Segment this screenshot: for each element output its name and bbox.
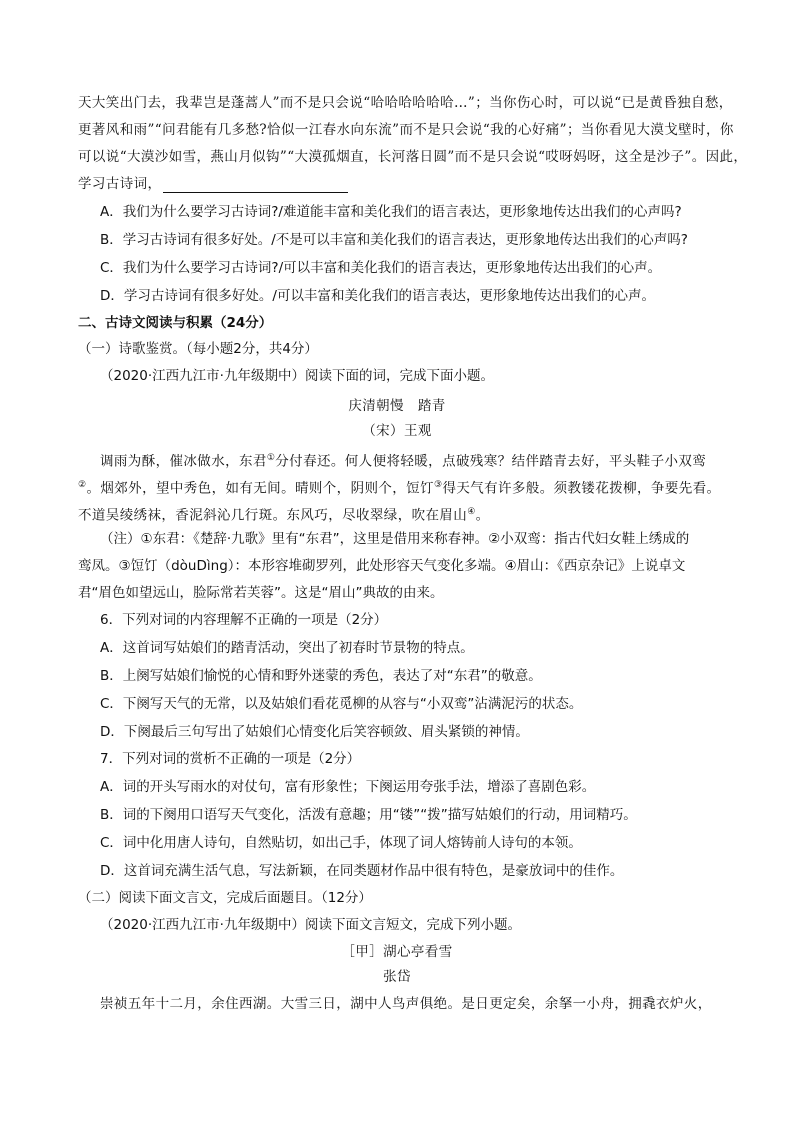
q5-option-d: D．学习古诗词有很多好处。/可以丰富和美化我们的语言表达，更形象地传达出我们的心声。	[100, 288, 655, 304]
poem-text: 调雨为酥，催冰做水，东君	[100, 453, 267, 470]
footnote-marker: ④	[467, 507, 476, 517]
q6-option-c: C．下阕写天气的无常，以及姑娘们看花觅柳的从容与“小双鸾”沾满泥污的状态。	[100, 696, 583, 712]
source-line: （2020·江西九江市·九年级期中）阅读下面文言短文，完成下列小题。	[100, 917, 521, 933]
footnote-marker: ②	[78, 480, 87, 490]
q6-stem: 6．下列对词的内容理解不正确的一项是（2分）	[100, 612, 388, 628]
poem-text: 不道吴绫绣袜，香泥斜沁几行斑。东风巧，尽收翠绿，吹在眉山	[78, 507, 468, 524]
footnote-marker: ①	[266, 453, 276, 463]
poem-line	[78, 503, 490, 525]
poem-text: 得天气有许多般。须教镂花拨柳，争要先看。	[442, 480, 721, 497]
passage-line: 可以说“大漠沙如雪，燕山月似钩”“大漠孤烟直，长河落日圆”而不是只会说“哎呀妈呀，这全是沙子”。因此，	[78, 149, 748, 165]
poem-title: 庆清朝慢 踏青	[348, 398, 446, 414]
q5-option-a: A．我们为什么要学习古诗词?/难道能丰富和美化我们的语言表达，更形象地传达出我们的心声吗?	[100, 204, 682, 220]
poem-text: 。	[475, 507, 490, 524]
subsection-heading: （二）阅读下面文言文，完成后面题目。（12分）	[78, 890, 372, 906]
note-line: 君“眉色如望远山，脸际常若芙蓉”。这是“眉山”典故的由来。	[78, 585, 444, 601]
poem-line	[78, 476, 720, 498]
note-line: 鸾凤。③饾饤（dòuDìng）：本形容堆砌罗列，此处形容天气变化多端。④眉山：《西京杂记》上说卓文	[78, 558, 686, 574]
text-title: ［甲］湖心亭看雪	[341, 944, 453, 960]
poem-line	[100, 449, 706, 471]
footnote-marker: ③	[433, 480, 443, 490]
text-author: 张岱	[383, 969, 411, 985]
answer-blank[interactable]	[163, 178, 348, 193]
passage-line	[78, 175, 348, 193]
q6-option-b: B．上阕写姑娘们愉悦的心情和野外迷蒙的秀色，表达了对“东君”的敬意。	[100, 668, 542, 684]
note-line: （注）①东君：《楚辞·九歌》里有“东君”，这里是借用来称春神。②小双鸾：指古代妇女鞋上绣成的	[100, 531, 690, 547]
q6-option-a: A．这首词写姑娘们的踏青活动，突出了初春时节景物的特点。	[100, 640, 474, 656]
q7-option-d: D．这首词充满生活气息，写法新颖，在同类题材作品中很有特色，是豪放词中的佳作。	[100, 863, 624, 879]
text-line: 崇祯五年十二月，余住西湖。大雪三日，湖中人鸟声俱绝。是日更定矣，余拏一小舟，拥毳衣炉火，	[100, 996, 712, 1012]
q7-option-b: B．词的下阕用口语写天气变化，活泼有意趣；用“镂”“拨”描写姑娘们的行动，用词精巧。	[100, 807, 637, 823]
q7-stem: 7．下列对词的赏析不正确的一项是（2分）	[100, 751, 361, 767]
q5-option-c: C．我们为什么要学习古诗词?/可以丰富和美化我们的语言表达，更形象地传达出我们的心声。	[100, 260, 662, 276]
passage-line-text: 学习古诗词，	[78, 176, 162, 192]
passage-line: 更著风和雨”“问君能有几多愁?恰似一江春水向东流”而不是只会说“我的心好痛”；当你看见大漠戈壁时，你	[78, 122, 734, 138]
q6-option-d: D．下阕最后三句写出了姑娘们心情变化后笑容顿敛、眉头紧锁的神情。	[100, 724, 529, 740]
poem-text: 分付春还。何人便将轻暖，点破残寒？结伴踏青去好，平头鞋子小双鸾	[275, 453, 707, 470]
subsection-heading: （一）诗歌鉴赏。（每小题2分，共4分）	[78, 341, 318, 357]
poem-author: （宋）王观	[362, 423, 432, 439]
q7-option-c: C．词中化用唐人诗句，自然贴切，如出己手，体现了词人熔铸前人诗句的本领。	[100, 835, 582, 851]
poem-text: 。烟郊外，望中秀色，如有无间。晴则个，阴则个，饾饤	[86, 480, 434, 497]
q7-option-a: A．词的开头写雨水的对仗句，富有形象性；下阕运用夸张手法，增添了喜剧色彩。	[100, 779, 596, 795]
section-heading: 二、古诗文阅读与积累（24分）	[78, 315, 273, 331]
source-line: （2020·江西九江市·九年级期中）阅读下面的词，完成下面小题。	[100, 368, 494, 384]
q5-option-b: B．学习古诗词有很多好处。/不是可以丰富和美化我们的语言表达，更形象地传达出我们的心声吗?	[100, 232, 688, 248]
passage-line: 天大笑出门去，我辈岂是蓬蒿人”而不是只会说“哈哈哈哈哈哈…”；当你伤心时，可以说“已是黄昏独自愁，	[78, 95, 733, 111]
